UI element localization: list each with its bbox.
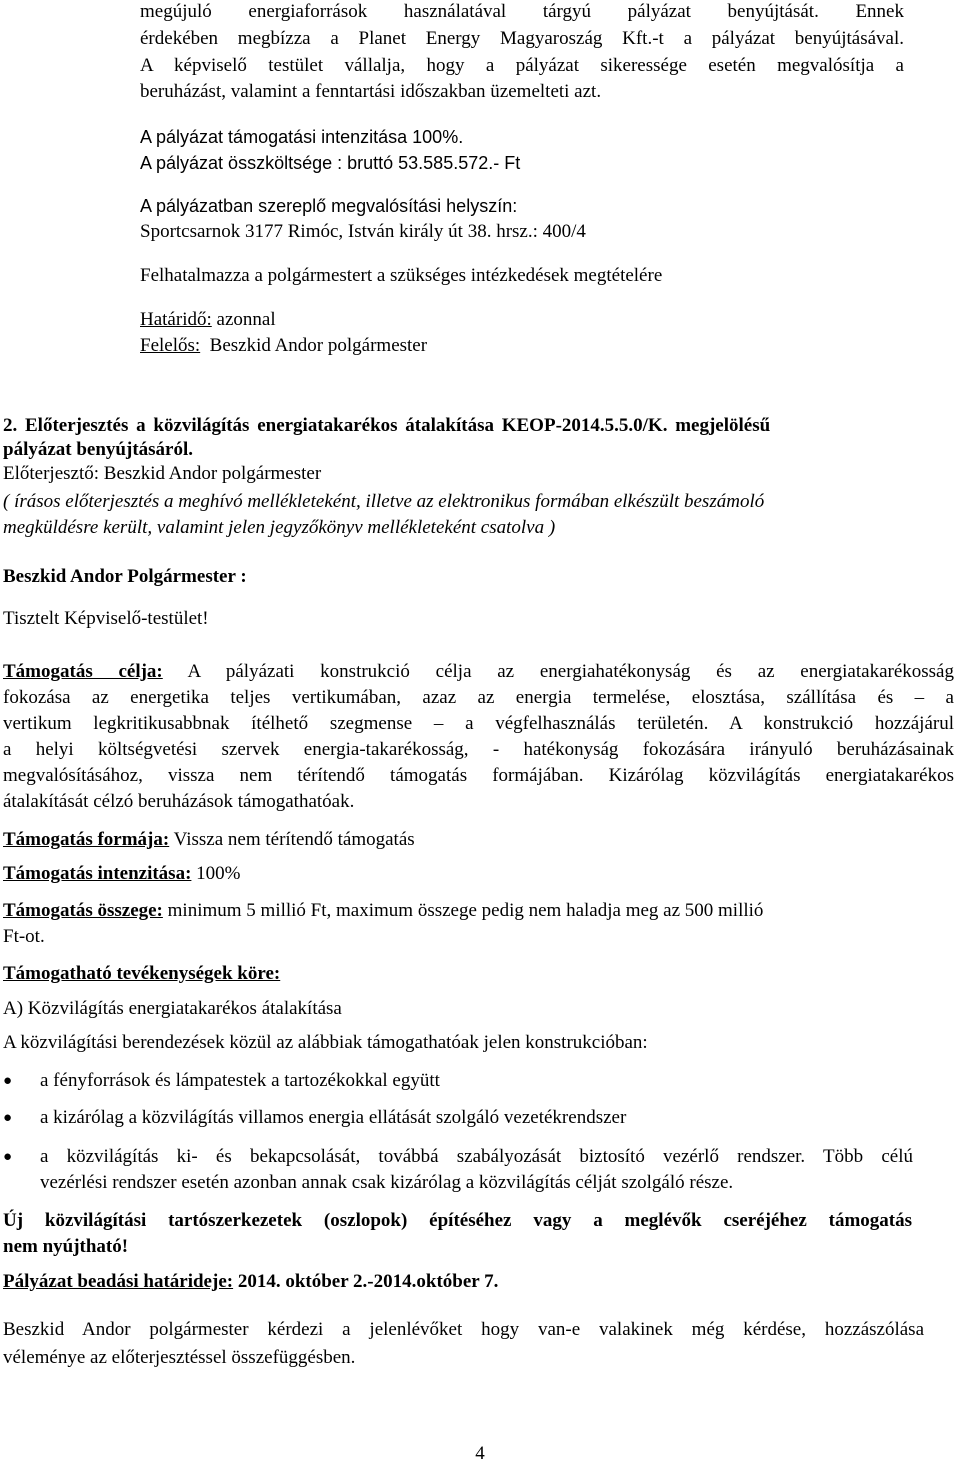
deadline-label: Határidő: [140,309,212,330]
list-item: a közvilágítás ki- és bekapcsolását, továbbá szabályozását biztosító vezérlő rendszer. Több célú [40,1146,913,1167]
location-value: Sportcsarnok 3177 Rimóc, István király út 38. hrsz.: 400/4 [140,221,586,242]
goal-label: Támogatás célja: [3,661,163,682]
closing-line: Beszkid Andor polgármester kérdezi a jelenlévőket hogy van-e valakinek még kérdése, hozzászólása [3,1319,924,1340]
submission-deadline-value: 2014. október 2.-2014.október 7. [233,1271,499,1292]
support-intensity-line: A pályázat támogatási intenzitása 100%. [140,127,464,147]
text-line: A képviselő testület vállalja, hogy a pályázat sikeressége esetén megvalósítja a [140,55,904,76]
text-line: a helyi költségvetési szervek energia-takarékosság, - hatékonyság fokozására irányuló beruházásainak [3,739,954,760]
activities-label: Támogatható tevékenységek köre: [3,963,281,984]
activity-a: A) Közvilágítás energiatakarékos átalakítása [3,998,342,1019]
amount-label: Támogatás összege: [3,900,163,921]
amount-line [3,899,763,923]
deadline-line [140,308,276,332]
deadline-value: azonnal [211,309,276,330]
amount-line-cont: Ft-ot. [3,926,45,947]
list-item: a kizárólag a közvilágítás villamos energia ellátását szolgáló vezetékrendszer [40,1107,627,1128]
form-line [3,828,415,852]
text-line [3,660,954,684]
submission-deadline-label: Pályázat beadási határideje: [3,1271,234,1292]
section-title: 2. Előterjesztés a közvilágítás energiatakarékos átalakítása KEOP-2014.5.5.0/K. megjelölésű [3,415,771,436]
text-line: megvalósításához, vissza nem térítendő támogatás formájában. Kizárólag közvilágítás energiatakarékos [3,765,954,786]
form-value: Vissza nem térítendő támogatás [169,829,415,850]
intensity-label: Támogatás intenzitása: [3,863,192,884]
section-title-cont: pályázat benyújtásáról. [3,439,193,460]
submission-deadline-line [3,1270,498,1294]
note-line: megküldésre került, valamint jelen jegyzőkönyv mellékleteként csatolva ) [3,517,556,538]
text-line: megújuló energiaforrások használatával tárgyú pályázat benyújtását. Ennek [140,1,904,22]
total-cost-line: A pályázat összköltsége : bruttó 53.585.572.- Ft [140,153,521,173]
bullet-icon: ● [3,1110,13,1126]
text-line: vertikum legkritikusabbnak ítélhető szegmense – a végfelhasználás területén. A konstrukció hozzájárul [3,713,954,734]
responsible-label: Felelős: [140,335,201,356]
note-line: ( írásos előterjesztés a meghívó mellékleteként, illetve az elektronikus formában elkészült beszámoló [3,491,765,512]
warning-line: Új közvilágítási tartószerkezetek (oszlopok) építéséhez vagy a meglévők cseréjéhez támogatás [3,1210,912,1231]
authorization-line: Felhatalmazza a polgármestert a szükséges intézkedések megtételére [140,265,663,286]
text-line: fokozása az energetika teljes vertikumában, azaz az energia termelése, elosztása, szállítása és – a [3,687,954,708]
warning-line-cont: nem nyújtható! [3,1236,129,1257]
list-item-cont: vezérlési rendszer esetén azonban annak csak kizárólag a közvilágítás célját szolgáló része. [40,1172,734,1193]
responsible-line [140,334,427,358]
greeting-line: Tisztelt Képviselő-testület! [3,608,209,629]
amount-value: minimum 5 millió Ft, maximum összege pedig nem haladja meg az 500 millió [162,900,764,921]
intensity-line [3,862,240,886]
goal-text: A pályázati konstrukció célja az energiahatékonyság és az energiatakarékosság [162,661,954,682]
presenter-line: Előterjesztő: Beszkid Andor polgármester [3,463,322,484]
form-label: Támogatás formája: [3,829,170,850]
activities-intro: A közvilágítási berendezések közül az alábbiak támogathatóak jelen konstrukcióban: [3,1032,648,1053]
text-line: beruházást, valamint a fenntartási időszakban üzemelteti azt. [140,81,602,102]
page-number: 4 [475,1443,485,1464]
text-line: átalakítását célzó beruházások támogathatóak. [3,791,355,812]
bullet-icon: ● [3,1149,13,1165]
location-label: A pályázatban szereplő megvalósítási helyszín: [140,196,518,216]
speaker-line: Beszkid Andor Polgármester : [3,566,247,587]
closing-line-cont: véleménye az előterjesztéssel összefüggésben. [3,1347,356,1368]
intensity-value: 100% [191,863,241,884]
responsible-value: Beszkid Andor polgármester [200,335,428,356]
bullet-icon: ● [3,1073,13,1089]
text-line: érdekében megbízza a Planet Energy Magyaroszág Kft.-t a pályázat benyújtásával. [140,28,904,49]
list-item: a fényforrások és lámpatestek a tartozékokkal együtt [40,1070,440,1091]
